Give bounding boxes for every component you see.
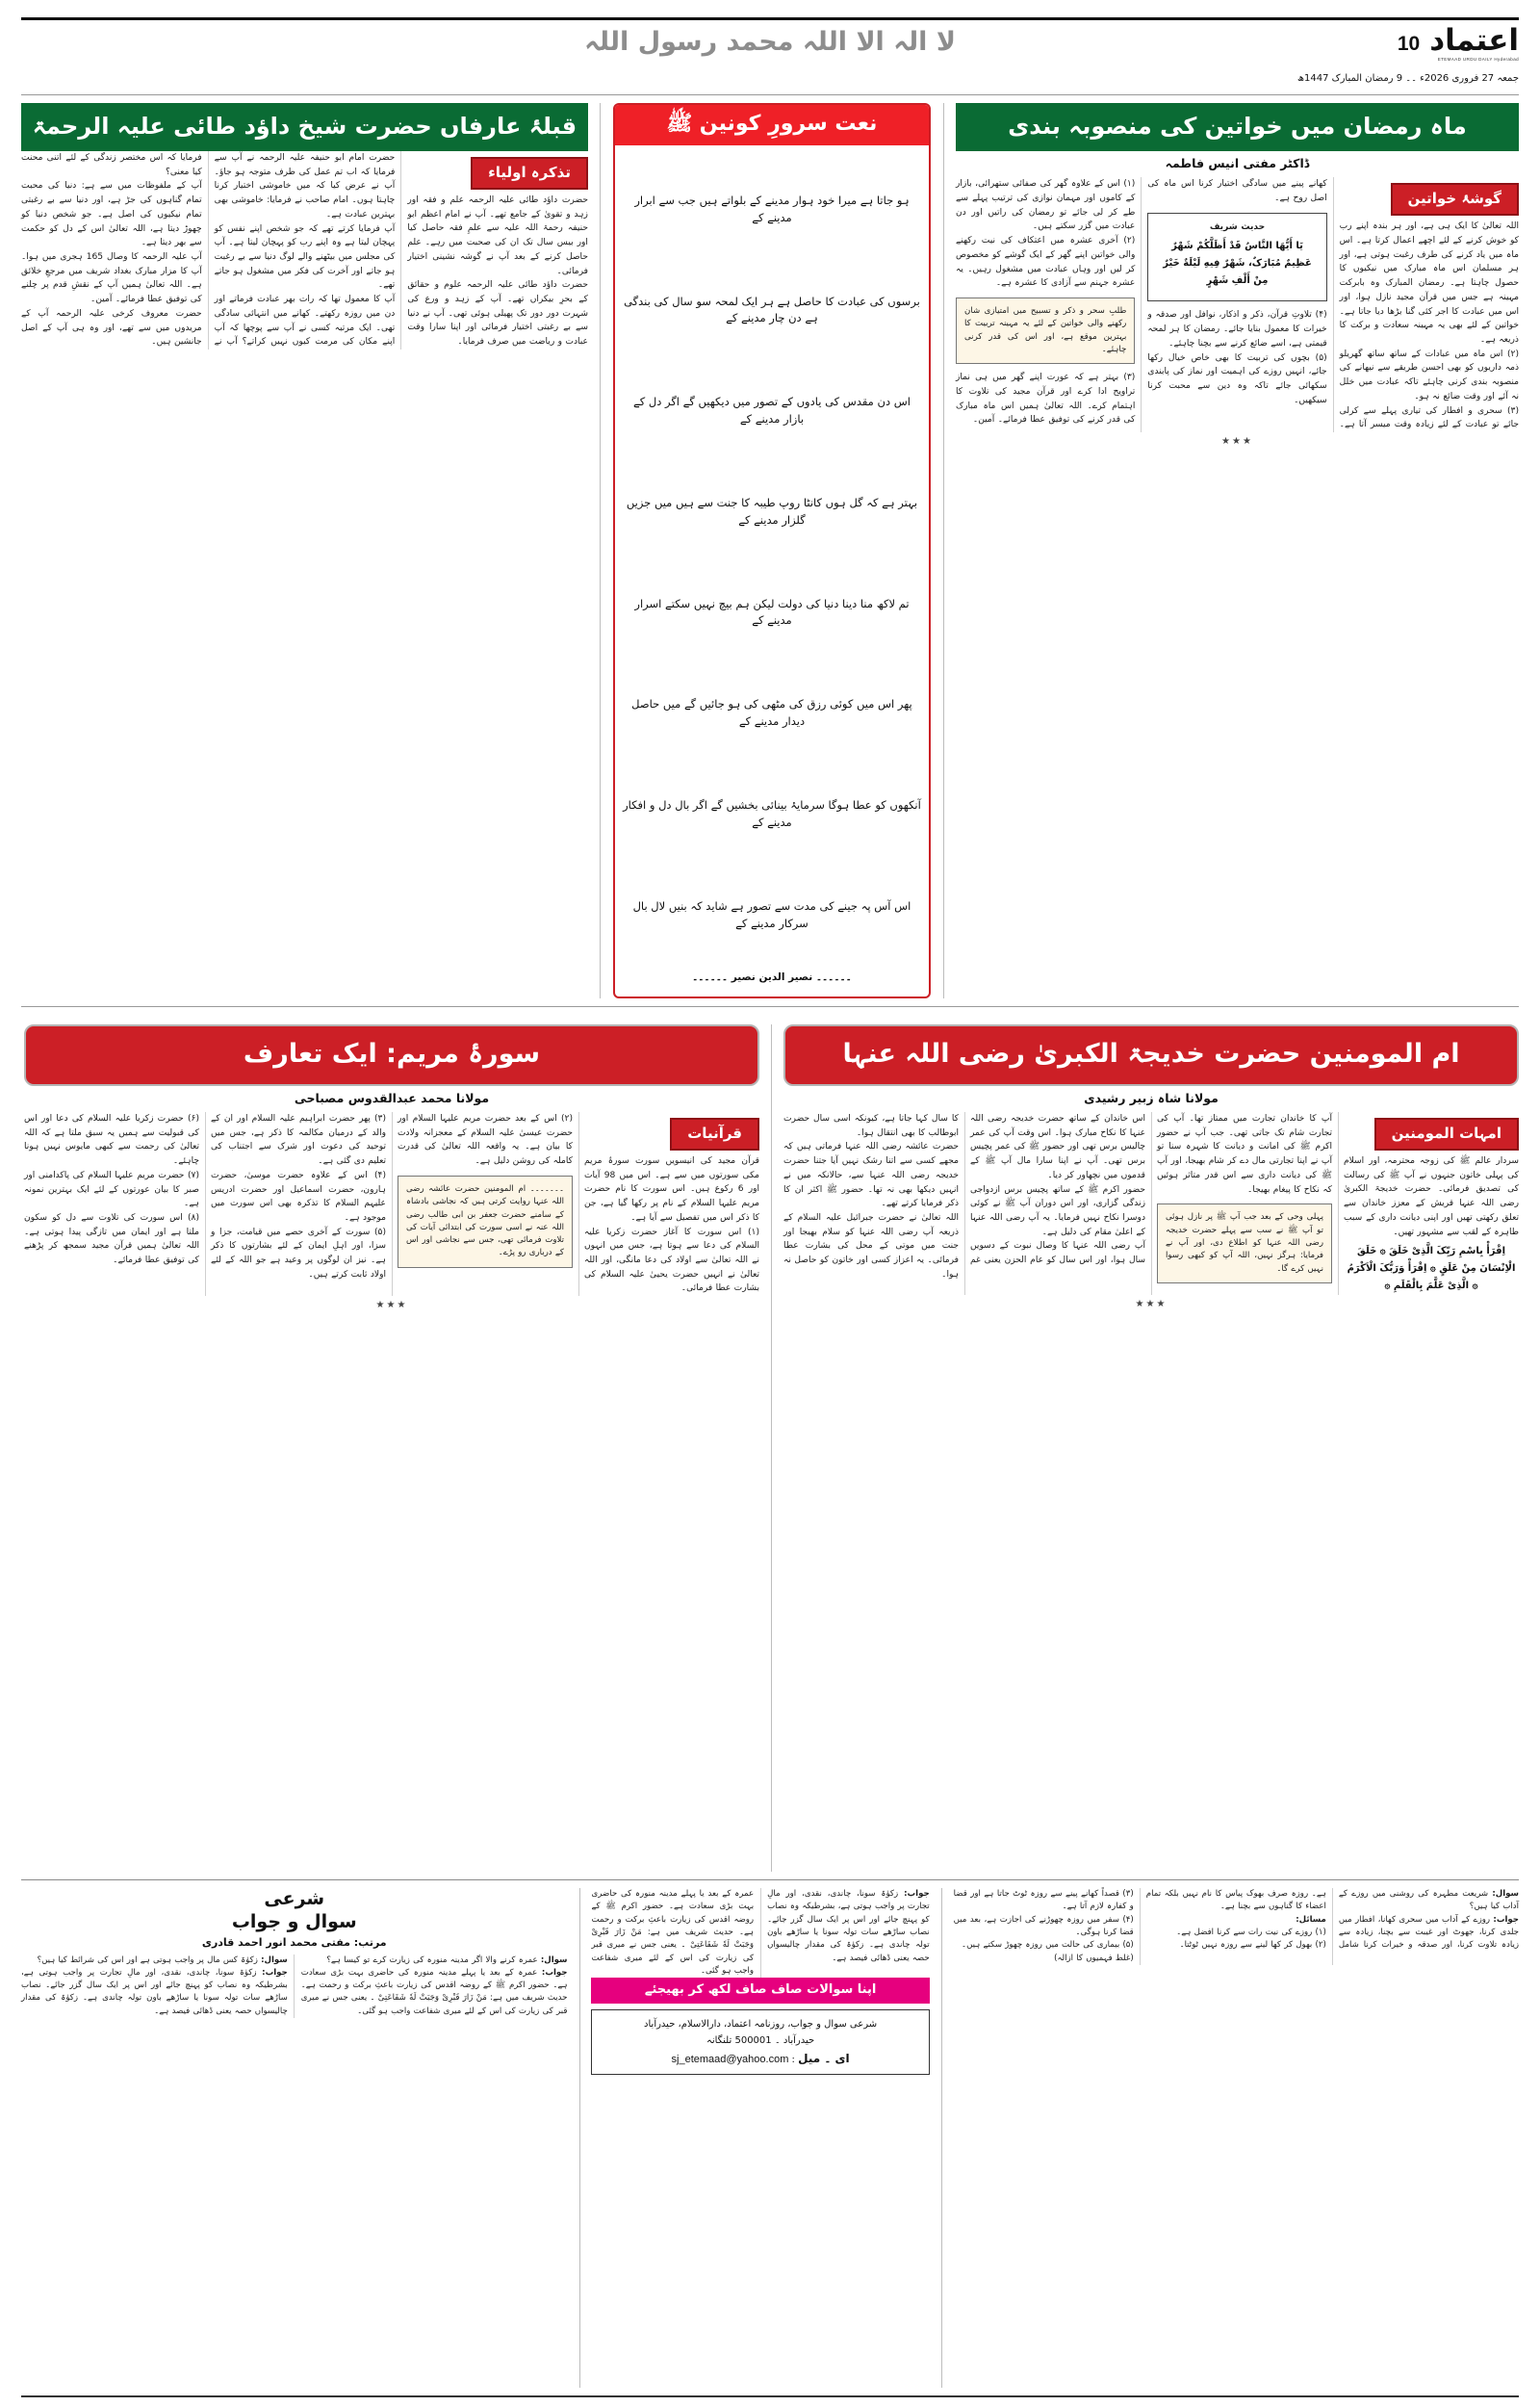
paragraph: (۵) سورت کے آخری حصے میں قیامت، جزا و سزا، اور اہلِ ایمان کے لئے بشارتوں کا ذکر ہے۔ نیز ان لوگوں پر وعید ہے جو اللہ کے لئے اولاد ثابت کرتے ہیں۔ [211, 1227, 386, 1280]
answer-label: جواب: [262, 1967, 288, 1978]
article-maryam-headline: سورۂ مریم: ایک تعارف [24, 1024, 759, 1086]
pull-quote [398, 1176, 573, 1268]
paragraph: عمرہ کے بعد یا پہلے مدینہ منورہ کی حاضری بہت بڑی سعادت ہے۔ حضور اکرم ﷺ کے روضہ اقدس کی زیارت باعثِ برکت و رحمت ہے۔ حدیث شریف میں ہے: مَنْ زَارَ قَبْرِیْ وَجَبَتْ لَهٗ شَفَاعَتِیْ ۔ یعنی جس نے میری قبر کی زیارت کی اس کے لئے میری شفاعت واجب ہو گئی۔ [591, 1889, 755, 1976]
article-khadija-headline: ام المومنین حضرت خدیجۃ الکبریٰ رضی اللہ عنہا [783, 1024, 1519, 1086]
column-divider [771, 1024, 772, 1872]
contact-email-row [600, 2049, 920, 2069]
question-text: شریعت مطہرہ کی روشنی میں روزے کے آداب کیا ہیں؟ [1338, 1889, 1519, 1912]
qa-title-line1: شرعی [264, 1888, 325, 1909]
email-separator: : [791, 2054, 795, 2065]
email-address[interactable]: sj_etemaad@yahoo.com [671, 2053, 789, 2065]
qa-item [301, 1954, 568, 1967]
masthead-left [1230, 23, 1519, 84]
question-label: سوال: [540, 1954, 568, 1965]
badge-quraniyat: قرآنیات [670, 1118, 759, 1151]
contact-box [591, 2009, 929, 2076]
column-divider [943, 103, 944, 998]
article-saint-badge-row [407, 157, 588, 190]
article-saint-body [21, 151, 588, 349]
qa-continued-body [954, 1888, 1519, 1965]
qa-item [1339, 1888, 1519, 1914]
paragraph: آپ علیہ الرحمہ کا وصال 165 ہجری میں ہوا۔ آپ کا مزار مبارک بغداد شریف میں مرجعِ خلائق ہے۔ اللہ تعالیٰ ہمیں آپ کے نقشِ قدم پر چلنے کی توفیق عطا فرمائے۔ آمین۔ [21, 252, 202, 305]
article-maryam-body [24, 1112, 759, 1296]
hadith-label: حدیث شریف [1209, 221, 1266, 232]
column-divider [941, 1888, 942, 2388]
paragraph: (۴) تلاوتِ قرآن، ذکر و اذکار، نوافل اور صدقہ و خیرات کا معمول بنایا جائے۔ رمضان کا ہر لمحہ قیمتی ہے، اسے ضائع کرنے سے بچنا چاہئے۔ [1147, 310, 1327, 349]
paragraph: حضرت داؤد طائی علیہ الرحمہ علم و فقہ اور زہد و تقویٰ کے جامع تھے۔ آپ نے امام اعظم ابو حنیفہ رحمۃ اللہ علیہ سے علمِ فقہ حاصل کیا اور بیس سال تک ان کی صحبت میں رہے۔ علم حاصل کرنے کے بعد آپ نے گوشہ نشینی اختیار فرمائی۔ [407, 195, 588, 276]
article-women-body [956, 177, 1519, 432]
question-text: عمرہ کرنے والا اگر مدینہ منورہ کی زیارت کرے تو کیسا ہے؟ [326, 1954, 538, 1965]
answer-label: جواب: [1493, 1914, 1519, 1925]
contact-city: حیدرآباد ۔ 500001 تلنگانہ [706, 2034, 815, 2046]
qa-section-title [21, 1888, 567, 1934]
naat-couplet: اس دن مقدس کی یادوں کے تصور میں دیکھیں گے اگر دل کے بازار مدینے کے [632, 395, 911, 427]
article-women [948, 103, 1519, 998]
qa-item [21, 1967, 288, 2018]
qa-title-line2: سوال و جواب [231, 1910, 357, 1932]
paragraph: (۴) اس کے علاوہ حضرت موسیٰ، حضرت ہارون، حضرت اسماعیل اور حضرت ادریس علیہم السلام کا تذکرہ بھی اس سورت میں موجود ہے۔ [211, 1170, 386, 1224]
column-divider [579, 1888, 580, 2388]
qa-main-body [21, 1954, 567, 2019]
pull-quote [1157, 1204, 1332, 1283]
article-women-headline: ماہ رمضان میں خواتین کی منصوبہ بندی [956, 103, 1519, 151]
section-divider [21, 1006, 1519, 1007]
paragraph: (۱) اس سورت کا آغاز حضرت زکریا علیہ السلام کی دعا سے ہوتا ہے، جس میں انہوں نے اللہ تعالیٰ سے اولاد کی دعا مانگی، اور اللہ تعالیٰ نے انہیں حضرت یحییٰ علیہ السلام کی بشارت عطا فرمائی۔ [584, 1227, 759, 1294]
pull-quote-text: ۔۔۔۔۔۔۔ ام المومنین حضرت عائشہ رضی اللہ عنہا روایت کرتی ہیں کہ نجاشی بادشاہ کے سامنے حضرت جعفر بن ابی طالب رضی اللہ عنہ نے اسی سورت کی ابتدائی آیات کی تلاوت فرمائی تھی، جس سے نجاشی اور اس کے درباری رو پڑے۔ [406, 1183, 564, 1258]
paragraph: (۲) اس ماہ میں عبادات کے ساتھ ساتھ گھریلو ذمہ داریوں کو بھی احسن طریقے سے نبھانے کی منصوبہ بندی کرنی چاہئے تاکہ عبادت میں خلل نہ آئے اور وقت ضائع نہ ہو۔ [1339, 349, 1519, 401]
paragraph: (۵) بچوں کی تربیت کا بھی خاص خیال رکھا جائے، انہیں روزے کی اہمیت اور نماز کی پابندی سکھائی جائے تاکہ وہ دین سے محبت کرنا سیکھیں۔ [1147, 352, 1327, 405]
naat-couplet: بہتر ہے کہ گل ہوں کانٹا روپ طیبہ کا جنت سے ہیں میں جزیں گلزار مدینے کے [626, 495, 918, 527]
list-item: (۵) بیماری کی حالت میں روزہ چھوڑ سکتے ہیں۔ [962, 1940, 1134, 1951]
paragraph: (۲) اس کے بعد حضرت مریم علیہا السلام اور حضرت عیسیٰ علیہ السلام کے معجزانہ ولادت کا بیان ہے۔ یہ واقعہ اللہ تعالیٰ کی قدرت کاملہ کی روشن دلیل ہے۔ [398, 1114, 573, 1167]
list-label: مسائل: [1296, 1914, 1326, 1925]
naat-poem [623, 145, 921, 971]
list-item: (۴) سفر میں روزہ چھوڑنے کی اجازت ہے، بعد میں قضا کرنا ہوگی۔ [953, 1914, 1134, 1937]
paragraph: آپ فرمایا کرتے تھے کہ جو شخص اپنے نفس کو پہچان لیتا ہے وہ اپنے رب کو پہچان لیتا ہے۔ آپ کی مجلس میں بیٹھنے والے لوگ دنیا سے بے رغبت ہو جاتے اور آخرت کی فکر میں مشغول ہو جاتے تھے۔ [214, 223, 396, 291]
article-women-endmark: ★★★ [1221, 436, 1253, 448]
answer-label: جواب: [904, 1889, 930, 1899]
article-women-byline: ڈاکٹر مفتی انیس فاطمہ [1165, 156, 1310, 170]
article-maryam-endmark: ★★★ [375, 1300, 408, 1311]
kalima-banner: لا الہ الا اللہ محمد رسول اللہ [584, 27, 956, 57]
article-maryam-badge-row [584, 1118, 759, 1151]
answer-text: روزے کے آداب میں سحری کھانا، افطار میں جلدی کرنا، جھوٹ اور غیبت سے بچنا، زیادہ سے زیادہ تلاوت کرنا، اور صدقہ و خیرات کرنا شامل ہے۔ روزہ صرف بھوک پیاس کا نام نہیں بلکہ تمام اعضاء کا گناہوں سے بچنا ہے۔ [1145, 1889, 1519, 1951]
submit-questions-banner[interactable]: اپنا سوالات صاف صاف لکھ کر بھیجئے [591, 1978, 929, 2004]
qa-main [21, 1888, 575, 2388]
naat-column [604, 103, 939, 998]
article-khadija [776, 1024, 1519, 1872]
naat-couplet: برسوں کی عبادت کا حاصل ہے ہر ایک لمحہ سو سال کی بندگی ہے دن چار مدینے کے [624, 294, 920, 325]
column-divider [600, 103, 601, 998]
hadith-box [1147, 213, 1326, 302]
paragraph: (۸) اس سورت کی تلاوت سے دل کو سکون ملتا ہے اور ایمان میں تازگی پیدا ہوتی ہے۔ اللہ تعالیٰ ہمیں قرآن مجید سمجھ کر پڑھنے کی توفیق عطا فرمائے۔ [24, 1213, 199, 1266]
naat-couplet: ہو جاتا ہے میرا خود ہوار مدینے کے بلواتے ہیں جب سے ابرار مدینے کے [634, 193, 910, 224]
paragraph: حضرت معروف کرخی علیہ الرحمہ آپ کے مریدوں میں سے تھے، اور وہ ہی آپ کے اصل جانشین ہیں۔ [21, 308, 202, 348]
article-maryam [24, 1024, 767, 1872]
paragraph: حضرت امام ابو حنیفہ علیہ الرحمہ نے آپ سے فرمایا کہ اب تم عمل کی طرف متوجہ ہو جاؤ۔ آپ نے عرض کیا کہ میں خاموشی اختیار کرنا چاہتا ہوں۔ امام صاحب نے فرمایا: خاموشی بھی بہترین عبادت ہے۔ [214, 153, 396, 220]
paragraph: (۶) حضرت زکریا علیہ السلام کی دعا اور اس کی قبولیت سے ہمیں یہ سبق ملتا ہے کہ اللہ تعالیٰ کی رحمت سے کبھی مایوس نہیں ہونا چاہئے۔ [24, 1114, 199, 1167]
article-khadija-byline: مولانا شاہ زبیر رشیدی [1084, 1090, 1219, 1105]
qa-item [767, 1888, 930, 1965]
naat-couplet: پھر اس میں کوئی رزق کی مٹھی کی ہو جائیں گے میں حاصل دیدار مدینے کے [631, 697, 912, 729]
list-item: (۱) روزے کی نیت رات سے کرنا افضل ہے۔ [1176, 1927, 1326, 1937]
paragraph: آپ کا خاندان تجارت میں ممتاز تھا۔ آپ کی تجارت شام تک جاتی تھی۔ جب آپ نے حضور اکرم ﷺ کی امانت و دیانت کا شہرہ سنا تو آپ نے اپنا تجارتی مال دے کر شام بھیجا، اور آپ ﷺ کی دیانت داری سے اس قدر متاثر ہوئیں کہ نکاح کا پیغام بھیجا۔ [1157, 1114, 1332, 1195]
paragraph: (۳) بہتر ہے کہ عورت اپنے گھر میں ہی نماز تراویح ادا کرے اور قرآن مجید کی تلاوت کا اہتمام کرے۔ اللہ تعالیٰ ہمیں اس ماہ مبارک کی قدر کرنے کی توفیق عطا فرمائے۔ آمین۔ [956, 373, 1136, 426]
qa-mid-body [591, 1888, 929, 1978]
naat-headline: نعت سرورِ کونین ﷺ [615, 105, 929, 145]
question-text: زکوٰۃ کس مال پر واجب ہوتی ہے اور اس کی شرائط کیا ہیں؟ [37, 1954, 258, 1965]
quran-verse: اِقْرَأْ بِاسْمِ رَبِّکَ الَّذِیْ خَلَقَ ۞ خَلَقَ الْاِنْسَانَ مِنْ عَلَقٍ ۞ اِقْرَأْ وَرَبُّکَ الْاَکْرَمُ ۞ الَّذِیْ عَلَّمَ بِالْقَلَمِ ۞ [1347, 1246, 1516, 1292]
contact-address: شرعی سوال و جواب، روزنامہ اعتماد، دارالاسلام، حیدرآباد [644, 2018, 878, 2030]
paragraph: (۷) حضرت مریم علیہا السلام کی پاکدامنی اور صبر کا بیان عورتوں کے لئے ایک بہترین نمونہ ہے۔ [24, 1170, 199, 1209]
paragraph: آپ رضی اللہ عنہا کا وصال نبوت کے دسویں سال ہوا، اور اس سال کو عام الحزن یعنی غم کا سال کہا جاتا ہے، کیونکہ اسی سال حضرت ابوطالب کا بھی انتقال ہوا۔ [783, 1114, 1145, 1266]
brand-row [1397, 23, 1519, 62]
article-women-badge-row [1340, 183, 1519, 216]
paragraph: (۲) آخری عشرہ میں اعتکاف کی نیت رکھنے والی خواتین اپنے گھر کے ایک گوشے کو مخصوص کر لیں اور وہاں عبادت میں مشغول رہیں۔ یہ عشرہ جہنم سے آزادی کا عشرہ ہے۔ [956, 236, 1136, 289]
paragraph: آپ کے ملفوظات میں سے ہے: دنیا کی محبت تمام گناہوں کی جڑ ہے، اور دنیا سے بے رغبتی تمام نیکیوں کی اصل ہے۔ جو شخص دنیا کو چھوڑ دیتا ہے، اللہ تعالیٰ اس کے دل کو حکمت سے بھر دیتا ہے۔ [21, 181, 202, 248]
article-khadija-body [783, 1112, 1519, 1295]
list-item: (۳) قصداً کھانے پینے سے روزہ ٹوٹ جاتا ہے اور قضا و کفارہ لازم آتا ہے۔ [953, 1889, 1134, 1912]
article-khadija-endmark: ★★★ [1135, 1299, 1168, 1310]
masthead [21, 17, 1519, 92]
qa-compiler: مرتب: مفتی محمد انور احمد قادری [201, 1935, 387, 1949]
brand-subtitle: ETEMAAD URDU DAILY Hyderabad [1437, 57, 1519, 62]
section-mid [21, 1024, 1519, 1872]
naat-couplet: آنکھوں کو عطا ہوگا سرمایۂ بینائی بخشیں گے اگر بال دل و افکار مدینے کے [623, 798, 921, 829]
paragraph: حضور اکرم ﷺ کے ساتھ پچیس برس ازدواجی زندگی گزاری، اور اس دوران آپ ﷺ نے کوئی دوسرا نکاح نہیں فرمایا۔ یہ آپ رضی اللہ عنہا کے اعلیٰ مقام کی دلیل ہے۔ [970, 1184, 1145, 1237]
answer-label: جواب: [541, 1967, 568, 1978]
paragraph: اس خاندان کے ساتھ حضرت خدیجہ رضی اللہ عنہا کا نکاح مبارک ہوا۔ اس وقت آپ کی عمر چالیس برس تھی اور حضور ﷺ کی عمر پچیس برس تھی۔ آپ نے اپنا سارا مال آپ ﷺ کے قدموں میں نچھاور کر دیا۔ [970, 1114, 1145, 1180]
paragraph: (۳) پھر حضرت ابراہیم علیہ السلام اور ان کے والد کے درمیان مکالمہ کا ذکر ہے، جس میں توحید کی دعوت اور شرک سے اجتناب کی تعلیم دی گئی ہے۔ [211, 1114, 386, 1167]
naat-couplet: اس آس پہ جینے کی مدت سے تصور ہے شاید کہ بنیں لال بال سرکار مدینے کے [632, 898, 911, 930]
article-saint-headline: قبلۂ عارفاں حضرت شیخ داؤد طائی علیہ الرحمۃ [21, 103, 588, 151]
paragraph: (۱) اس کے علاوہ گھر کی صفائی ستھرائی، بازار کے کاموں اور مہمان نوازی کی ترتیب پہلے سے طے کر لی جائے تو رمضان کی راتیں اور دن عبادت میں گزر سکتے ہیں۔ [956, 179, 1136, 232]
pull-quote-text: طلبِ سحر و ذکر و تسبیح میں امتیازی شان رکھنے والی خواتین کے لئے یہ مہینہ تربیت کا بہترین موقع ہے، اور اس کی قدر کرنی چاہئے۔ [964, 306, 1127, 354]
email-label: ای ۔ میل [798, 2051, 850, 2065]
section-top [21, 103, 1519, 998]
naat-couplet: تم لاکھ منا دینا دنیا کی دولت لیکن ہم بیچ نہیں سکتے اسرار مدینے کے [634, 596, 910, 628]
qa-continued [946, 1888, 1519, 2388]
date-line: جمعہ 27 فروری 2026ء ۔۔ 9 رمضان المبارک 1447ھ [1297, 73, 1519, 84]
list-item: (۲) بھول کر کھا لینے سے روزہ نہیں ٹوٹتا۔ [1179, 1940, 1326, 1951]
hadith-text: یَا أَیُّهَا النَّاسُ قَدْ أَظَلَّکُمْ شَهْرٌ عَظِیمٌ مُبَارَکٌ، شَهْرٌ فِیهِ لَیْلَةٌ خَیْرٌ مِنْ أَلْفِ شَهْرٍ [1163, 241, 1312, 287]
article-maryam-byline: مولانا محمد عبدالقدوس مصباحی [294, 1090, 490, 1105]
paragraph: قرآن مجید کی انیسویں سورت سورۂ مریم مکی سورتوں میں سے ہے۔ اس میں 98 آیات اور 6 رکوع ہیں۔ اس سورت کا نام حضرت مریم علیہا السلام کے نام پر رکھا گیا ہے، جن کا ذکر اس میں تفصیل سے آیا ہے۔ [584, 1156, 760, 1223]
paragraph: (۳) سحری و افطار کی تیاری پہلے سے کرلی جائے تو عبادت کے لئے زیادہ وقت میسر آتا ہے۔ کھانے پینے میں سادگی اختیار کرنا اس ماہ کی اصل روح ہے۔ [1147, 179, 1519, 430]
paragraph: اللہ تعالیٰ نے حضرت جبرائیل علیہ السلام کے ذریعہ آپ رضی اللہ عنہا کو سلام بھیجا اور جنت میں موتی کے محل کی بشارت عطا فرمائی۔ یہ اعزاز کسی اور خاتون کو حاصل نہ ہوا۔ [783, 1213, 959, 1280]
naat-signature: ۔۔۔۔۔۔ نصیر الدین نصیر ۔۔۔۔۔۔ [692, 971, 852, 983]
pull-quote-text: پہلی وحی کے بعد جب آپ ﷺ پر نازل ہوئی تو آپ ﷺ نے سب سے پہلے حضرت خدیجہ رضی اللہ عنہا کو اطلاع دی، اور آپ نے فرمایا: ہرگز نہیں، اللہ آپ کو کبھی رسوا نہیں کرے گا۔ [1166, 1212, 1323, 1274]
naat-box [613, 103, 931, 998]
article-saint [21, 103, 596, 998]
paragraph: آپ کا معمول تھا کہ رات بھر عبادت فرماتے اور دن میں روزہ رکھتے۔ کھانے میں انتہائی سادگی تھی۔ ایک مرتبہ کسی نے آپ سے پوچھا کہ آپ اپنے مکان کی مرمت کیوں نہیں کراتے؟ آپ نے فرمایا کہ اس مختصر زندگی کے لئے اتنی محنت کیا معنی؟ [21, 153, 396, 348]
answer-text: زکوٰۃ سونا، چاندی، نقدی، اور مالِ تجارت پر واجب ہوتی ہے، بشرطیکہ وہ نصاب کو پہنچ جائے اور اس پر ایک سال گزر جائے۔ نصاب ساڑھے سات تولہ سونا یا ساڑھے باون تولہ چاندی ہے۔ زکوٰۃ کی مقدار چالیسواں حصہ یعنی ڈھائی فیصد ہے۔ [767, 1889, 930, 1963]
question-label: سوال: [261, 1954, 288, 1965]
qa-item [301, 1967, 568, 2018]
paragraph: اللہ تعالیٰ کا ایک ہی ہے، اور ہر بندہ اپنے رب کو خوش کرنے کے لئے اچھے اعمال کرتا ہے۔ اس ماہ میں یاد کرنے کی طرف رغبت ہوتی ہے، اور ہر مسلمان اس ماہ مبارک میں نیکیوں کا حصول چاہتا ہے۔ رمضان المبارک وہ بابرکت مہینہ ہے جس میں قرآن مجید نازل ہوا، اور اس میں عبادت کا اجر کئی گنا بڑھا دیا جاتا ہے۔ خواتین کے لئے بھی یہ مہینہ سعادت و برکت کا ذریعہ ہے۔ [1339, 221, 1519, 345]
article-khadija-badge-row [1344, 1118, 1519, 1151]
question-label: سوال: [1492, 1889, 1519, 1899]
section-qa [21, 1879, 1519, 2388]
paragraph: سردار عالم ﷺ کی زوجہ محترمہ، اور اسلام کی پہلی خاتون جنہوں نے آپ ﷺ کی رسالت کی تصدیق فرمائی۔ حضرت خدیجۃ الکبریٰ رضی اللہ عنہا قریش کے معزز خاندان سے تعلق رکھتی تھیں اور اپنی دیانت داری کے سبب طاہرہ کے لقب سے مشہور تھیں۔ [1344, 1156, 1519, 1237]
badge-ummahat-al-momineen: امہات المومنین [1374, 1118, 1519, 1151]
answer-text: عمرہ کے بعد یا پہلے مدینہ منورہ کی حاضری بہت بڑی سعادت ہے۔ حضور اکرم ﷺ کے روضہ اقدس کی زیارت باعثِ برکت و رحمت ہے۔ حدیث شریف میں ہے: مَنْ زَارَ قَبْرِیْ وَجَبَتْ لَهٗ شَفَاعَتِیْ ۔ یعنی جس نے میری قبر کی زیارت کی اس کے لئے میری شفاعت واجب ہو گئی۔ [300, 1967, 568, 2016]
pull-quote [956, 298, 1135, 364]
masthead-rule [21, 94, 1519, 95]
answer-text: زکوٰۃ سونا، چاندی، نقدی، اور مالِ تجارت پر واجب ہوتی ہے، بشرطیکہ وہ نصاب کو پہنچ جائے اور اس پر ایک سال گزر جائے۔ نصاب ساڑھے سات تولہ سونا یا ساڑھے باون تولہ چاندی ہے۔ زکوٰۃ کی مقدار چالیسواں حصہ یعنی ڈھائی فیصد ہے۔ [21, 1967, 288, 2016]
badge-women-corner: گوشۂ خواتین [1391, 183, 1520, 216]
paragraph: حضرت عائشہ رضی اللہ عنہا فرماتی ہیں کہ مجھے کسی سے اتنا رشک نہیں آیا جتنا حضرت خدیجہ رضی اللہ عنہا سے، حالانکہ میں نے انہیں دیکھا بھی نہ تھا۔ حضور ﷺ اکثر ان کا ذکر فرمایا کرتے تھے۔ [783, 1142, 959, 1209]
paragraph: حضرت داؤد طائی علیہ الرحمہ علوم و حقائق کے بحرِ بیکراں تھے۔ آپ کے زہد و ورع کی شہرت دور دور تک پھیلی ہوئی تھی۔ آپ نے دنیا سے بے رغبتی اختیار فرمائی اور اپنا سارا وقت عبادت و ریاضت میں صرف فرمایا۔ [407, 280, 588, 348]
qa-contact-column [583, 1888, 937, 2388]
qa-item [21, 1954, 288, 1967]
page-bottom-rule [21, 2395, 1519, 2397]
page-number: 10 [1397, 33, 1421, 55]
brand-logo: اعتماد ETEMAAD URDU DAILY Hyderabad [1429, 23, 1519, 62]
qa-note: (غلط فہمیوں کا ازالہ) [1054, 1953, 1134, 1963]
badge-tazkira-awliya: تذکرہ اولیاء [471, 157, 588, 190]
